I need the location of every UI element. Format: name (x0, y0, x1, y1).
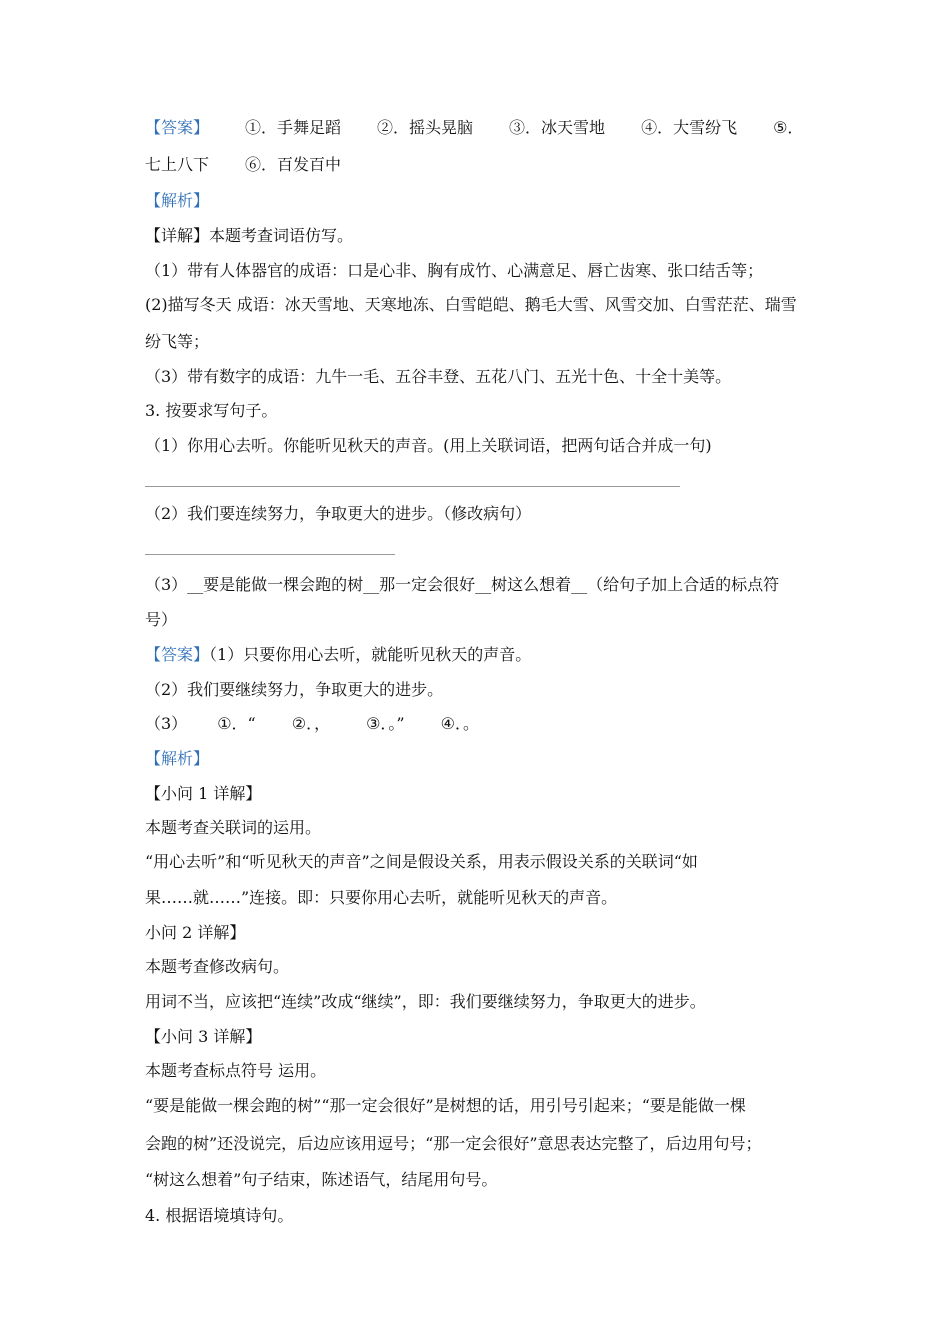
answer-blank-line[interactable] (145, 486, 680, 487)
subquestion-title: 小问 2 详解】 (145, 923, 246, 942)
answer-label: 【答案】 (145, 645, 210, 664)
analysis-label: 【解析】 (145, 191, 210, 210)
answer-item: ①．手舞足蹈 (245, 118, 342, 137)
analysis-paragraph: 会跑的树”还没说完，后边应该用逗号；“那一定会很好”意思表达完整了，后边用句号； (145, 1134, 762, 1153)
analysis-paragraph: “要是能做一棵会跑的树”“那一定会很好”是树想的话，用引号引起来；“要是能做一棵 (145, 1096, 746, 1115)
analysis-paragraph: 用词不当，应该把“连续”改成“继续”，即：我们要继续努力，争取更大的进步。 (145, 992, 706, 1011)
analysis-paragraph: “树这么想着”句子结束，陈述语气，结尾用句号。 (145, 1170, 498, 1189)
answer-text: （1）只要你用心去听，就能听见秋天的声音。 (209, 645, 532, 664)
answer-item: ②．， (291, 714, 331, 733)
analysis-paragraph: (2)描写冬天 成语：冰天雪地、天寒地冻、白雪皑皑、鹅毛大雪、风雪交加、白雪茫茫、瑞雪 (145, 295, 797, 314)
analysis-paragraph: 果……就……”连接。即：只要你用心去听，就能听见秋天的声音。 (145, 888, 618, 907)
question-subitem: （3）__要是能做一棵会跑的树__那一定会很好__树这么想着__（给句子加上合适的标点符 (145, 575, 780, 594)
answer-item: 七上八下 (145, 155, 210, 174)
q2-answer-line2 (145, 155, 341, 175)
q2-answer-line1 (145, 118, 803, 138)
question-subitem: （1）你用心去听。你能听见秋天的声音。(用上关联词语，把两句话合并成一句) (145, 436, 712, 455)
answer-item: ④．大雪纷飞 (641, 118, 738, 137)
answer-label: 【答案】 (145, 118, 210, 137)
question-title: 4. 根据语境填诗句。 (145, 1206, 294, 1225)
analysis-paragraph: 本题考查标点符号 运用。 (145, 1061, 327, 1080)
answer-item: ③．。” (366, 714, 405, 733)
answer-text: （2）我们要继续努力，争取更大的进步。 (145, 680, 444, 699)
answer-item: ③．冰天雪地 (509, 118, 606, 137)
answer-text: （3） (145, 714, 188, 733)
answer-item: ①．“ (217, 714, 256, 733)
question-title: 3. 按要求写句子。 (145, 401, 278, 420)
answer-item: ⑤． (773, 118, 804, 137)
q3-answer-line1 (145, 645, 531, 665)
q3-answer-line3 (145, 714, 479, 734)
question-subitem: （2）我们要连续努力，争取更大的进步。（修改病句） (145, 504, 532, 523)
answer-item: ⑥．百发百中 (245, 155, 342, 174)
analysis-paragraph: 本题考查关联词的运用。 (145, 818, 322, 837)
analysis-paragraph: 纷飞等； (145, 332, 210, 351)
analysis-paragraph: 本题考查修改病句。 (145, 957, 290, 976)
analysis-detail: 【详解】本题考查词语仿写。 (145, 226, 354, 245)
answer-item: ②．摇头晃脑 (377, 118, 474, 137)
analysis-paragraph: （1）带有人体器官的成语：口是心非、胸有成竹、心满意足、唇亡齿寒、张口结舌等； (145, 261, 764, 280)
subquestion-title: 【小问 1 详解】 (145, 784, 262, 803)
analysis-label: 【解析】 (145, 749, 210, 768)
analysis-paragraph: （3）带有数字的成语：九牛一毛、五谷丰登、五花八门、五光十色、十全十美等。 (145, 367, 732, 386)
answer-blank-line[interactable] (145, 554, 395, 555)
answer-item: ④．。 (440, 714, 479, 733)
question-subitem: 号） (145, 610, 178, 629)
analysis-paragraph: “用心去听”和“听见秋天的声音”之间是假设关系，用表示假设关系的关联词“如 (145, 852, 698, 871)
subquestion-title: 【小问 3 详解】 (145, 1027, 262, 1046)
